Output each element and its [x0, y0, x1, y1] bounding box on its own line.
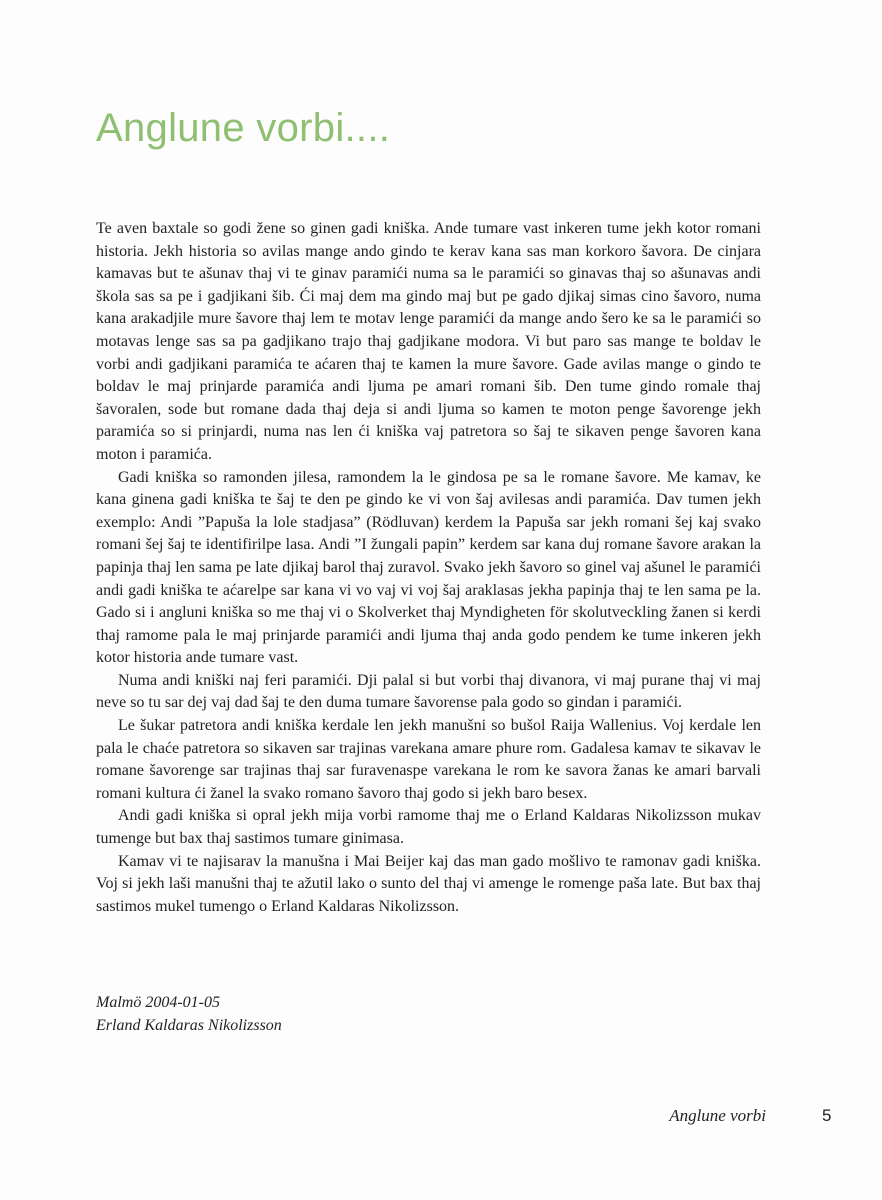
- body-text: [96, 218, 761, 918]
- page-title: Anglune vorbi....: [96, 106, 391, 150]
- paragraph-illustrations: Le šukar patretora andi kniška kerdale len jekh manušni so bušol Raija Wallenius. Voj kerdale len pala le chaće patretora so sikaven sar trajinas varekana amare phure rom. Gadalesa kamav te sikavav le romane šavorenge sar trajinas thaj sar furavenaspe varekana le rom ke savora žanas ke amari barvali romani kultura ći žanel la svako romano šavoro thaj godo si jekh baro besex.: [96, 717, 761, 802]
- paragraph-thanks: Kamav vi te najisarav la manušna i Mai Beijer kaj das man gado mošlivo te ramonav gadi kniška. Voj si jekh laši manušni thaj te ažutil lako o sunto del thaj vi amenge le romenge paša late. But bax thaj sastimos mukel tumengo o Erland Kaldaras Nikolizsson.: [96, 852, 761, 915]
- signature-place-date: Malmö 2004-01-05: [96, 994, 220, 1011]
- signature: [96, 992, 282, 1037]
- paragraph-intro: Te aven baxtale so godi žene so ginen gadi kniška. Ande tumare vast inkeren tume jekh kotor romani historia. Jekh historia so avilas mange ando gindo te kerav kana sas man korkoro šavora. De cinjara kamavas but te ašunav thaj vi te ginav paramići numa sa le paramići so ginavas thaj so ašunavas andi škola sas sa pe i gadjikani šib. Ći maj dem ma gindo maj but pe gado djikaj simas cino šavoro, numa kana arakadjile mure šavore thaj lem te motav lenge paramići da mange ando šero ke sa le paramići so motavas lenge sas sa pa gadjikano trajo thaj gadjikane modora. Vi but paro sas mange te boldav le vorbi andi gadjikani paramića te aćaren thaj te kamen la mure šavore. Gade avilas mange o gindo te boldav le maj prinjarde paramića andi ljuma pe amari romani šib. Den tume gindo romale thaj šavoralen, sode but romane dada thaj deja si andi ljuma so kamen te moton penge šavorenge jekh paramića so si prinjardi, numa nas len ći kniška vaj patretora so šaj te sikaven penge šavoren kana moton i paramića.: [96, 220, 761, 463]
- signature-author: Erland Kaldaras Nikolizsson: [96, 1016, 282, 1034]
- paragraph-vocabulary: Numa andi kniški naj feri paramići. Dji palal si but vorbi thaj divanora, vi maj purane thaj vi maj neve so tu sar dej vaj dad šaj te den duma tumare šavorense pala godo so gindan i paramići.: [96, 671, 761, 712]
- paragraph-glossary: Andi gadi kniška si opral jekh mija vorbi ramome thaj me o Erland Kaldaras Nikolizsson mukav tumenge but bax thaj sastimos tumare ginimasa.: [96, 807, 761, 848]
- paragraph-book-purpose: Gadi kniška so ramonden jilesa, ramondem la le gindosa pe sa le romane šavore. Me kamav, ke kana ginena gadi kniška te šaj te den pe gindo ke vi von šaj avilesas andi paramića. Dav tumen jekh exemplo: Andi ”Papuša la lole stadjasa” (Rödluvan) kerdem la Papuša sar jekh romani šej kaj svako romani šej šaj te identifirilpe lasa. Andi ”I žungali papin” kerdem sar kana duj romane šavore arakan la papinja thaj len sama pe late djikaj barol thaj zuravol. Svako jekh šavoro so ginel vaj ašunel le paramići andi gadi kniška te aćarelpe sar kana vi vo vaj vi voj šaj araklasas jekha papinja thaj te len sama pe la. Gado si i angluni kniška so me thaj vi o Skolverket thaj Myndigheten för skolutveckling žanen si kerdi thaj ramome pala le maj prinjarde paramići andi ljuma thaj anda godo pendem ke tume inkeren jekh kotor historia ande tumare vast.: [96, 468, 761, 667]
- page-number: 5: [822, 1106, 832, 1125]
- running-footer-title: Anglune vorbi: [669, 1106, 766, 1125]
